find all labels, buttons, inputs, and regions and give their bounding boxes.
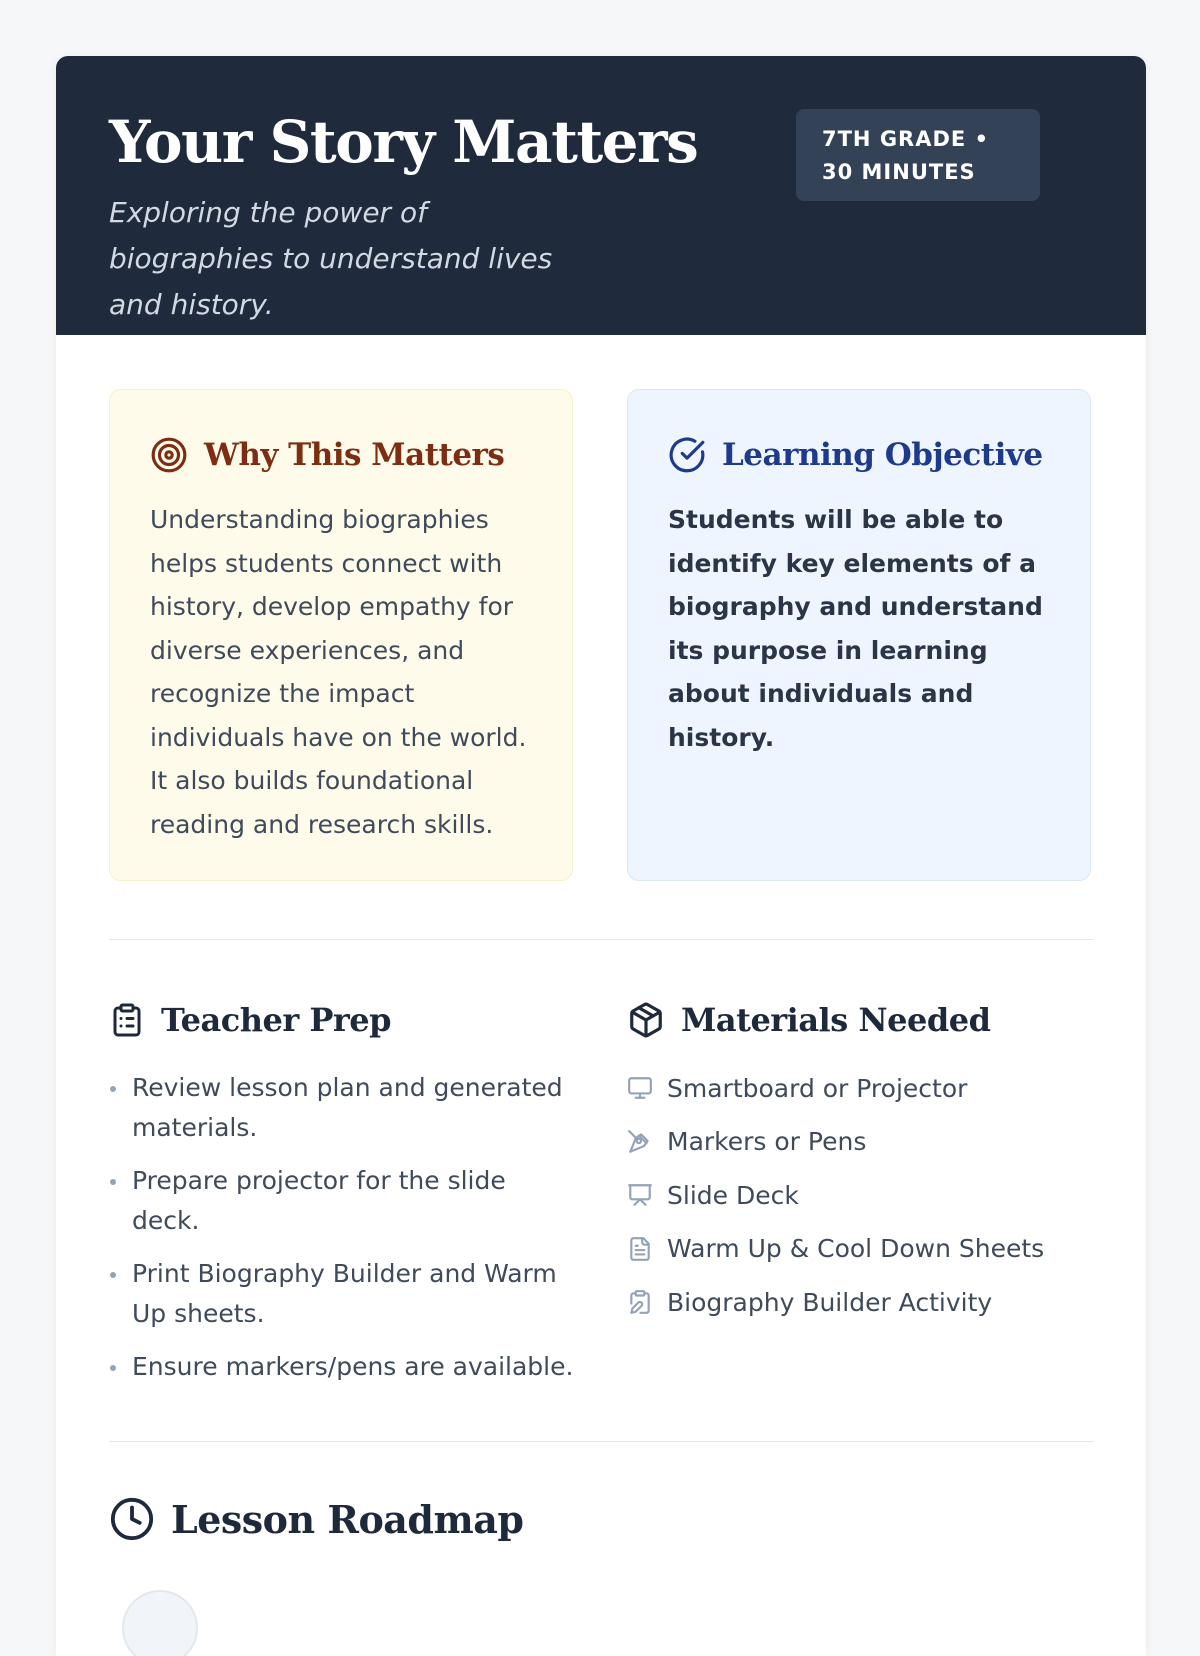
material-label: Warm Up & Cool Down Sheets <box>667 1234 1045 1263</box>
page-subtitle: Exploring the power of biographies to understand lives and history. <box>109 196 553 321</box>
material-item <box>627 1175 1097 1215</box>
lesson-roadmap-title: Lesson Roadmap <box>171 1496 524 1542</box>
teacher-prep-section <box>109 996 579 1400</box>
why-this-matters-text: Understanding biographies helps students connect with history, develop empathy for diverse experiences, and recognize the impact individuals have on the world. It also builds foundational reading and research skills. <box>150 505 527 839</box>
materials-header <box>627 996 1097 1044</box>
bullet-dot <box>110 1272 116 1278</box>
section-divider <box>109 1441 1093 1442</box>
material-item <box>627 1229 1097 1269</box>
material-label: Biography Builder Activity <box>667 1287 993 1317</box>
lesson-card <box>56 56 1146 1656</box>
why-this-matters-header <box>150 434 532 476</box>
bullet-dot <box>110 1365 116 1371</box>
bullet-dot <box>110 1179 116 1185</box>
list-item-text: Print Biography Builder and Warm Up sheets. <box>132 1259 557 1328</box>
list-item <box>109 1254 579 1334</box>
lesson-roadmap-header <box>109 1496 523 1542</box>
list-item-text: Review lesson plan and generated materials. <box>132 1073 563 1142</box>
box-icon <box>627 1001 665 1039</box>
material-label: Slide Deck <box>667 1180 799 1210</box>
clock-icon <box>109 1496 155 1542</box>
clipboard-icon <box>109 1000 145 1040</box>
learning-objective-header <box>668 434 1050 476</box>
page-title: Your Story Matters <box>109 108 698 176</box>
material-item <box>627 1122 1097 1162</box>
why-this-matters-title: Why This Matters <box>204 437 505 473</box>
presentation-icon <box>627 1182 653 1208</box>
section-divider <box>109 939 1093 940</box>
list-item <box>109 1347 579 1387</box>
materials-section <box>627 996 1097 1336</box>
teacher-prep-list <box>109 1068 579 1387</box>
monitor-icon <box>627 1075 653 1101</box>
list-item <box>109 1068 579 1148</box>
material-item <box>627 1282 1097 1322</box>
pen-icon <box>627 1129 653 1155</box>
why-this-matters-box <box>109 389 573 881</box>
learning-objective-text: Students will be able to identify key elements of a biography and understand its purpose in learning about individuals and history. <box>668 505 1043 752</box>
list-item-text: Prepare projector for the slide deck. <box>132 1166 506 1235</box>
teacher-prep-header <box>109 996 579 1044</box>
learning-objective-title: Learning Objective <box>722 437 1043 473</box>
grade-duration-badge: 7TH GRADE • 30 MINUTES <box>796 109 1040 201</box>
material-label: Markers or Pens <box>667 1127 867 1156</box>
clipboard-edit-icon <box>627 1289 653 1315</box>
check-circle-icon <box>668 436 706 474</box>
document-icon <box>627 1236 653 1262</box>
list-item <box>109 1161 579 1241</box>
material-item <box>627 1068 1097 1108</box>
material-label: Smartboard or Projector <box>667 1073 968 1103</box>
hero-header <box>56 56 1146 335</box>
target-icon <box>150 436 188 474</box>
materials-title: Materials Needed <box>681 1001 991 1039</box>
teacher-prep-title: Teacher Prep <box>161 1001 391 1039</box>
list-item-text: Ensure markers/pens are available. <box>132 1352 574 1381</box>
learning-objective-box <box>627 389 1091 881</box>
bullet-dot <box>110 1086 116 1092</box>
